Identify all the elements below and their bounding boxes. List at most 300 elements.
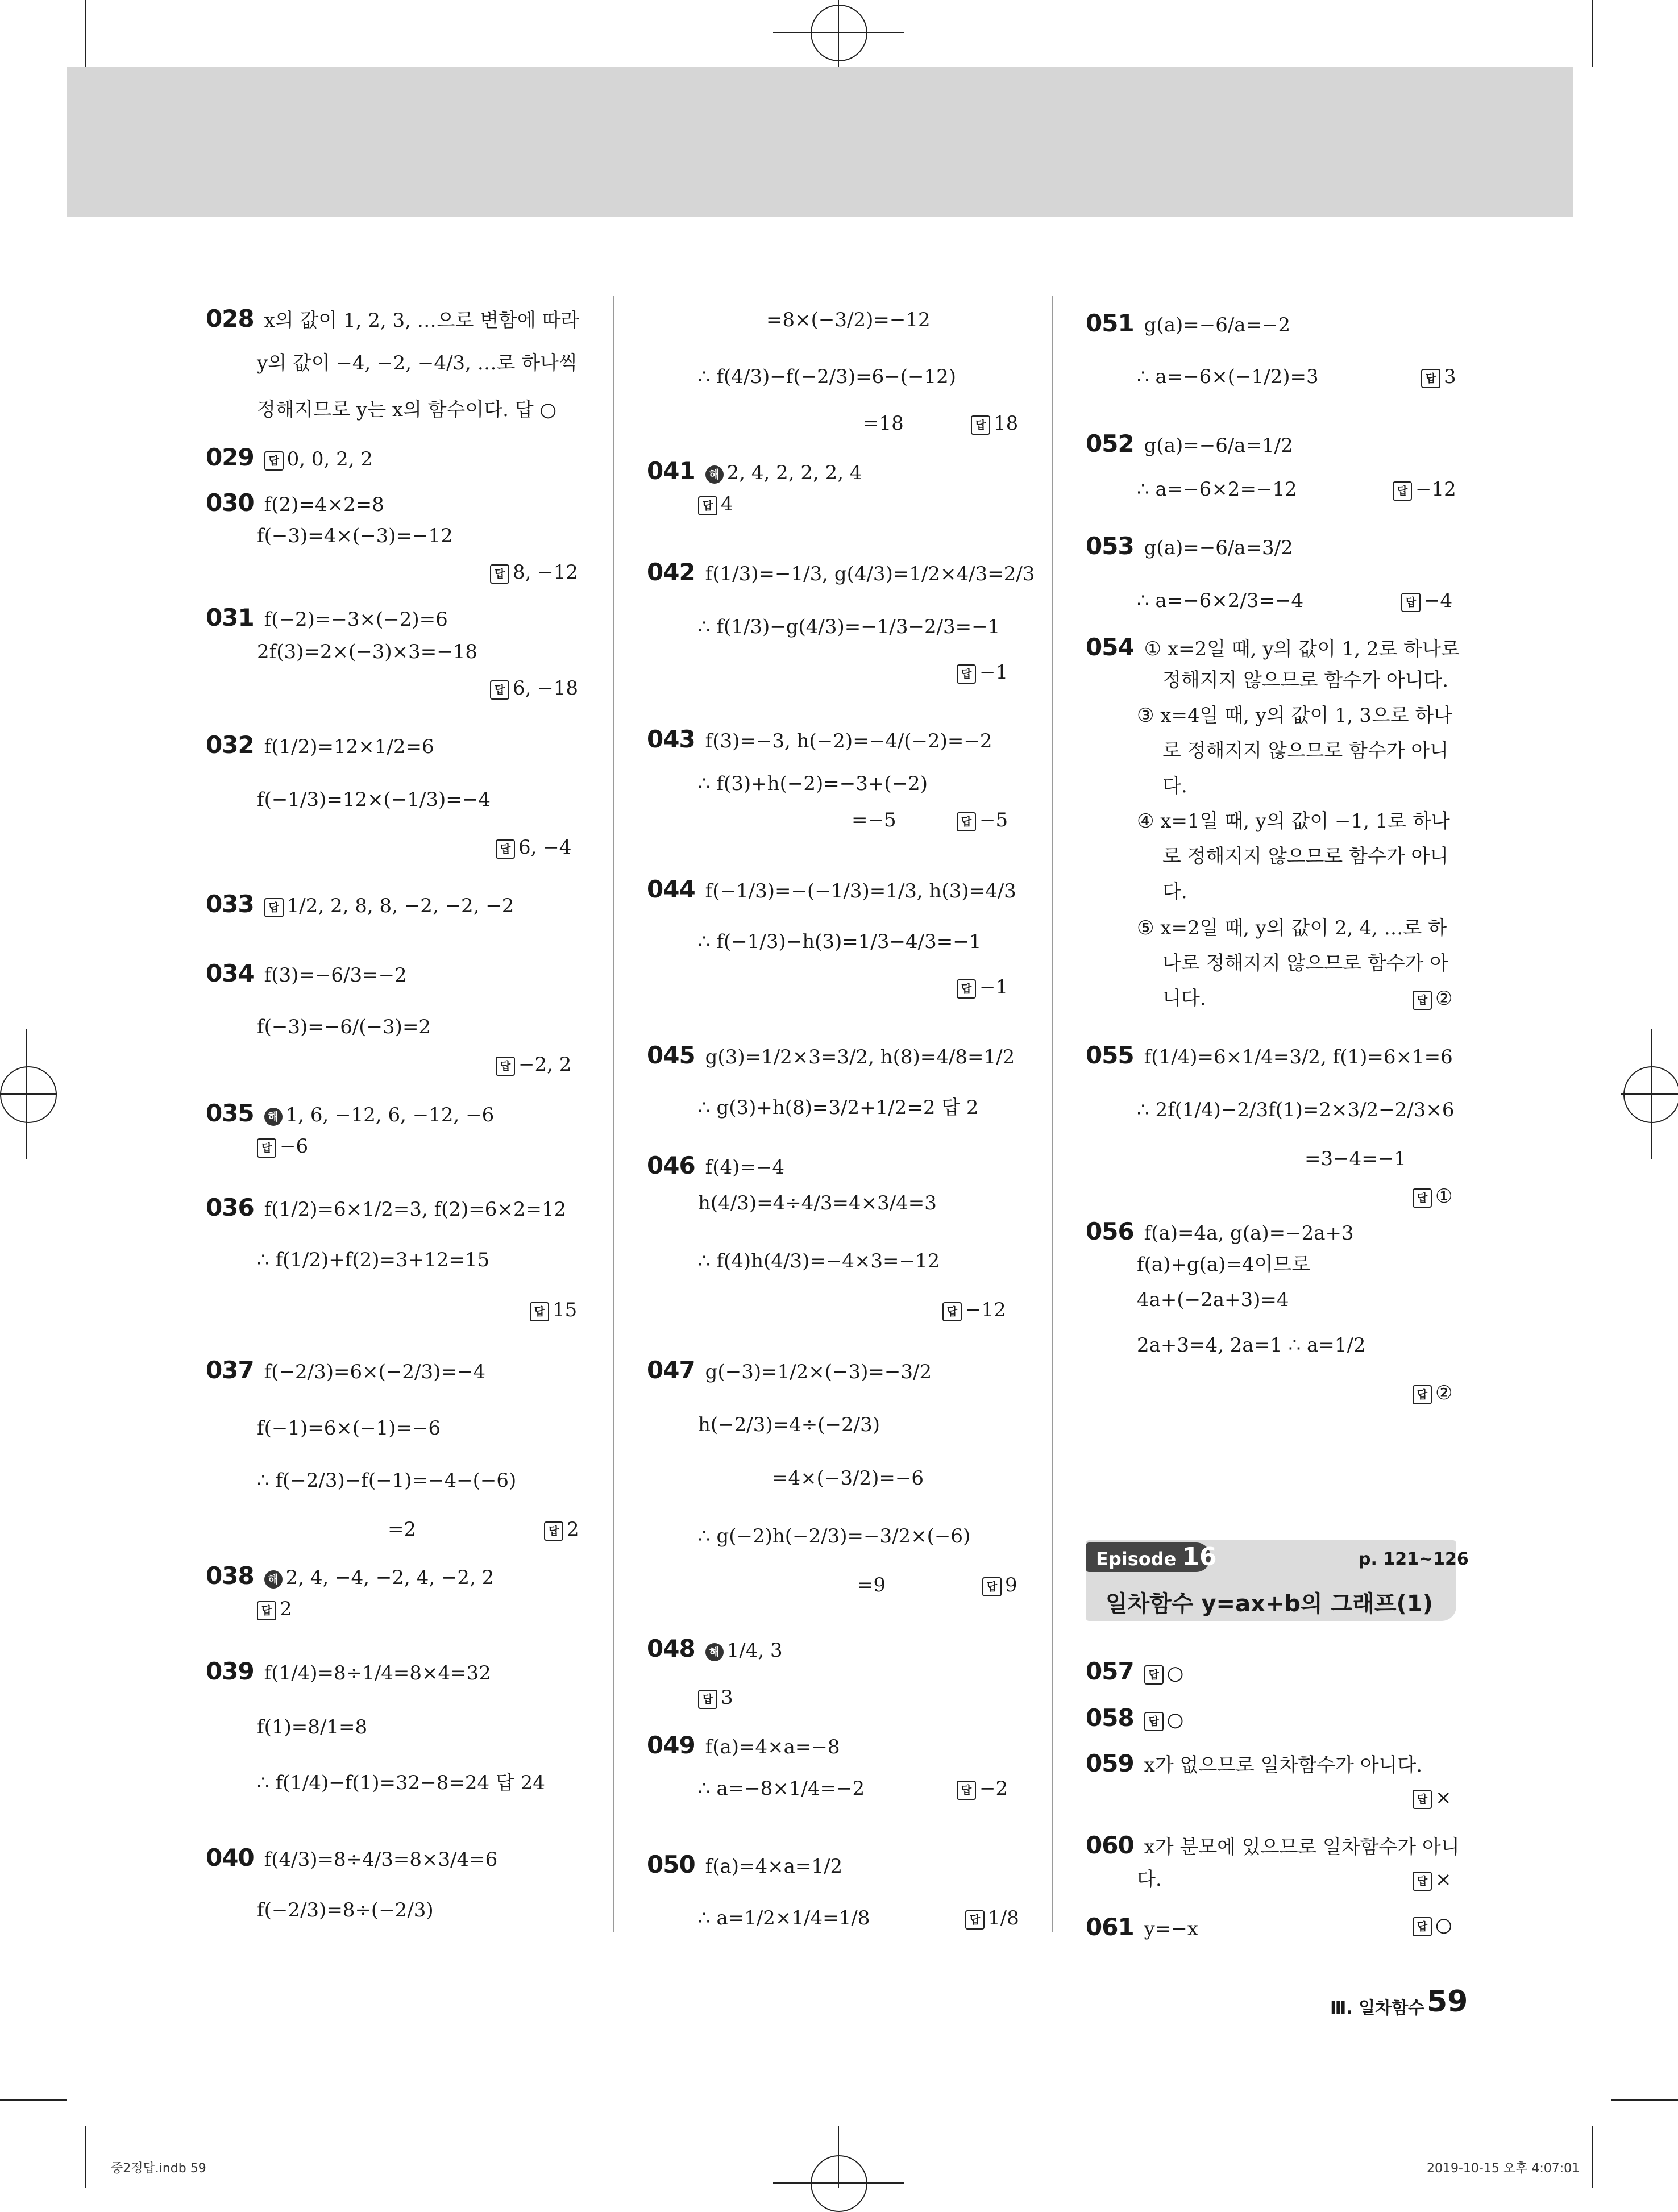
answer-line xyxy=(206,1846,497,1870)
answer-line xyxy=(1413,1383,1452,1404)
answer-text: −1 xyxy=(979,661,1008,684)
answer-mark-icon: 답 xyxy=(496,839,515,859)
answer-line xyxy=(698,932,981,951)
answer-line xyxy=(388,1520,416,1539)
answer-text: 2f(3)=2×(−3)×3=−18 xyxy=(257,641,477,663)
answer-text: f(1/4)=8÷1/4=8×4=32 xyxy=(264,1662,491,1685)
print-mark-file: 중2정답.indb 59 xyxy=(111,2161,206,2176)
answer-line xyxy=(857,1575,886,1595)
answer-text: g(a)=−6/a=−2 xyxy=(1144,314,1291,336)
answer-text: f(a)+g(a)=4이므로 xyxy=(1137,1253,1311,1276)
footer-section: Ⅲ. 일차함수 xyxy=(1330,1998,1425,2018)
answer-line xyxy=(206,733,434,757)
problem-number: 035 xyxy=(206,1099,254,1127)
answer-mark-icon: 답 xyxy=(1413,1385,1432,1404)
answer-text: ∴ f(1/4)−f(1)=32−8=24 답 24 xyxy=(257,1772,545,1794)
answer-text: ③ x=4일 때, y의 값이 1, 3으로 하나 xyxy=(1137,704,1453,727)
answer-text: f(−2/3)=6×(−2/3)=−4 xyxy=(264,1361,485,1383)
answer-line xyxy=(965,1909,1019,1930)
problem-number: 039 xyxy=(206,1657,254,1685)
answer-text: g(3)=1/2×3=3/2, h(8)=4/8=1/2 xyxy=(705,1046,1015,1068)
answer-text: ⑤ x=2일 때, y의 값이 2, 4, …로 하 xyxy=(1137,917,1447,939)
answer-mark-icon: 답 xyxy=(1413,1790,1432,1809)
problem-number: 048 xyxy=(647,1635,695,1662)
episode-number: 16 xyxy=(1182,1542,1217,1571)
answer-line xyxy=(698,1779,865,1798)
answer-line xyxy=(257,1599,292,1620)
answer-text: 0, 0, 2, 2 xyxy=(286,448,373,471)
answer-text: =9 xyxy=(857,1574,886,1596)
problem-number: 050 xyxy=(647,1851,695,1878)
answer-mark-icon: 답 xyxy=(1393,481,1412,501)
answer-line xyxy=(1086,1657,1184,1685)
answer-text: =4×(−3/2)=−6 xyxy=(772,1467,924,1490)
answer-text: =8×(−3/2)=−12 xyxy=(766,309,931,331)
answer-line xyxy=(1137,1255,1310,1274)
answer-line xyxy=(1421,367,1456,388)
answer-text: 8, −12 xyxy=(513,561,578,584)
answer-text: =18 xyxy=(863,412,904,435)
problem-number: 040 xyxy=(206,1844,254,1872)
print-mark-timestamp: 2019-10-15 오후 4:07:01 xyxy=(1427,2161,1580,2176)
answer-text: f(−2/3)=8÷(−2/3) xyxy=(257,1899,434,1922)
answer-line xyxy=(772,1469,924,1488)
answer-line xyxy=(647,1637,783,1661)
answer-line xyxy=(1137,367,1319,386)
answer-line xyxy=(1086,1043,1453,1067)
answer-line xyxy=(1162,671,1448,690)
answer-mark-icon: 답 xyxy=(957,664,976,684)
answer-line xyxy=(1137,1100,1455,1120)
answer-line xyxy=(647,1358,932,1382)
answer-mark-icon: 답 xyxy=(1401,593,1421,612)
answer-text: f(4/3)=8÷4/3=8×3/4=6 xyxy=(264,1848,498,1871)
answer-text: 2, 4, −4, −2, 4, −2, 2 xyxy=(285,1566,495,1589)
answer-text: −5 xyxy=(979,809,1008,831)
answer-mark-icon: 답 xyxy=(971,415,990,435)
problem-number: 041 xyxy=(647,457,695,485)
answer-line xyxy=(1086,1217,1354,1245)
answer-line xyxy=(257,790,491,809)
answer-text: 로 정해지지 않으므로 함수가 아니 xyxy=(1162,739,1449,762)
answer-line xyxy=(957,1779,1008,1800)
answer-line xyxy=(257,1017,431,1037)
answer-line xyxy=(698,1194,937,1213)
answer-line xyxy=(257,1471,516,1490)
answer-line xyxy=(257,1773,545,1793)
answer-text: −2 xyxy=(979,1777,1008,1800)
answer-text: 정해지므로 y는 x의 함수이다. 답 ○ xyxy=(257,398,557,421)
answer-line xyxy=(1393,480,1456,501)
answer-line xyxy=(1137,1290,1289,1309)
problem-number: 059 xyxy=(1086,1749,1134,1777)
answer-mark-icon: 답 xyxy=(1413,991,1432,1010)
answer-line xyxy=(982,1575,1017,1596)
answer-mark-icon: 답 xyxy=(544,1521,563,1541)
answer-text: g(−3)=1/2×(−3)=−3/2 xyxy=(705,1361,932,1383)
answer-line xyxy=(206,491,384,515)
answer-line xyxy=(1086,1833,1460,1857)
answer-line xyxy=(206,307,579,331)
answer-line xyxy=(1137,480,1297,499)
answer-line xyxy=(1162,989,1206,1008)
answer-line xyxy=(1086,1915,1198,1939)
answer-text: ∴ 2f(1/4)−2/3f(1)=2×3/2−2/3×6 xyxy=(1137,1099,1455,1121)
answer-text: ∴ f(−2/3)−f(−1)=−4−(−6) xyxy=(257,1469,517,1492)
answer-text: 2, 4, 2, 2, 2, 4 xyxy=(726,461,862,484)
solution-mark-icon: 해 xyxy=(264,1570,283,1589)
answer-text: 나로 정해지지 않으므로 함수가 아 xyxy=(1162,952,1449,975)
answer-line xyxy=(206,1358,485,1382)
answer-line xyxy=(647,727,992,751)
answer-text: f(a)=4×a=−8 xyxy=(705,1736,840,1758)
episode-title: 일차함수 y=ax+b의 그래프(1) xyxy=(1106,1591,1433,1617)
answer-text: f(1/2)=12×1/2=6 xyxy=(264,735,434,758)
answer-line xyxy=(1086,1749,1423,1777)
episode-tag: Episode 16 xyxy=(1086,1542,1211,1572)
problem-number: 044 xyxy=(647,875,695,903)
answer-mark-icon: 답 xyxy=(698,1690,717,1709)
answer-text: h(−2/3)=4÷(−2/3) xyxy=(698,1413,880,1436)
answer-line xyxy=(206,443,373,471)
answer-line xyxy=(206,892,514,917)
problem-number: 057 xyxy=(1086,1657,1134,1685)
problem-number: 033 xyxy=(206,890,254,918)
answer-text: =2 xyxy=(388,1518,417,1541)
answer-mark-icon: 답 xyxy=(942,1302,962,1321)
answer-text: −4 xyxy=(1424,589,1453,612)
answer-line xyxy=(1413,1870,1452,1891)
answer-line xyxy=(698,1098,979,1117)
answer-text: 2a+3=4, 2a=1 ∴ a=1/2 xyxy=(1137,1334,1366,1357)
answer-line xyxy=(1305,1149,1406,1169)
answer-line xyxy=(257,642,477,662)
answer-line xyxy=(257,1137,308,1158)
answer-text: f(−2)=−3×(−2)=6 xyxy=(264,608,448,631)
problem-number: 055 xyxy=(1086,1041,1134,1069)
answer-mark-icon: 답 xyxy=(257,1601,276,1620)
answer-text: 4a+(−2a+3)=4 xyxy=(1137,1288,1289,1311)
answer-line xyxy=(1137,1336,1366,1355)
answer-line xyxy=(257,354,578,373)
answer-line xyxy=(206,1564,494,1589)
answer-text: 4 xyxy=(721,493,733,515)
answer-line xyxy=(1162,882,1187,901)
answer-line xyxy=(698,1688,733,1709)
answer-line xyxy=(1137,591,1303,610)
answer-line xyxy=(490,679,578,700)
answer-line xyxy=(1413,989,1452,1010)
answer-line xyxy=(698,617,1000,637)
answer-text: 다. xyxy=(1162,775,1187,797)
answer-text: 6, −18 xyxy=(513,677,578,700)
problem-number: 042 xyxy=(647,558,695,586)
answer-text: ∴ a=−6×2=−12 xyxy=(1137,478,1297,501)
answer-text: f(−3)=−6/(−3)=2 xyxy=(257,1016,431,1038)
answer-line xyxy=(957,810,1008,831)
answer-mark-icon: 답 xyxy=(1413,1917,1432,1936)
answer-mark-icon: 답 xyxy=(1144,1665,1164,1685)
answer-line xyxy=(1162,776,1187,796)
answer-line xyxy=(1137,918,1447,938)
answer-mark-icon: 답 xyxy=(264,451,284,471)
answer-text: ④ x=1일 때, y의 값이 −1, 1로 하나 xyxy=(1137,810,1450,833)
answer-text: y의 값이 −4, −2, −4/3, …로 하나씩 xyxy=(257,352,578,375)
answer-text: f(3)=−6/3=−2 xyxy=(264,964,407,987)
answer-text: −12 xyxy=(1415,478,1456,501)
answer-text: ② xyxy=(1435,1382,1453,1404)
answer-mark-icon: 답 xyxy=(496,1057,515,1076)
answer-line xyxy=(206,1196,566,1220)
answer-line xyxy=(1413,1187,1452,1208)
answer-text: h(4/3)=4÷4/3=4×3/4=3 xyxy=(698,1192,937,1215)
answer-text: ○ xyxy=(1435,1914,1452,1936)
answer-text: ∴ f(1/2)+f(2)=3+12=15 xyxy=(257,1249,490,1271)
header-band xyxy=(67,67,1573,217)
episode-pages: p. 121~126 xyxy=(1359,1549,1469,1569)
answer-text: f(3)=−3, h(−2)=−4/(−2)=−2 xyxy=(705,730,992,752)
column-divider xyxy=(1052,296,1053,1932)
answer-line xyxy=(698,367,956,386)
crop-mark xyxy=(1592,2126,1593,2188)
answer-text: ∴ f(1/3)−g(4/3)=−1/3−2/3=−1 xyxy=(698,616,1000,638)
answer-text: f(1/3)=−1/3, g(4/3)=1/2×4/3=2/3 xyxy=(705,563,1035,585)
answer-text: 로 정해지지 않으므로 함수가 아니 xyxy=(1162,845,1449,868)
answer-line xyxy=(647,1043,1015,1067)
answer-text: 6, −4 xyxy=(518,836,572,859)
answer-line xyxy=(698,1527,970,1546)
answer-line xyxy=(698,1909,870,1928)
answer-line xyxy=(1086,432,1293,456)
answer-line xyxy=(257,400,556,419)
answer-text: f(−1/3)=−(−1/3)=1/3, h(3)=4/3 xyxy=(705,880,1016,903)
registration-mark xyxy=(811,2155,867,2212)
answer-text: ○ xyxy=(1166,1708,1184,1731)
answer-mark-icon: 답 xyxy=(698,496,717,515)
answer-line xyxy=(257,1250,489,1270)
answer-text: ∴ f(4/3)−f(−2/3)=6−(−12) xyxy=(698,365,956,388)
crop-mark xyxy=(85,0,86,67)
answer-text: ○ xyxy=(1166,1662,1184,1685)
problem-number: 045 xyxy=(647,1041,695,1069)
answer-line xyxy=(206,606,448,630)
answer-mark-icon: 답 xyxy=(957,979,976,999)
answer-line xyxy=(544,1520,579,1541)
answer-text: =−5 xyxy=(852,809,896,831)
answer-text: f(1/2)=6×1/2=3, f(2)=6×2=12 xyxy=(264,1198,567,1221)
answer-text: 2 xyxy=(280,1598,292,1620)
answer-text: ① x=2일 때, y의 값이 1, 2로 하나로 xyxy=(1144,638,1460,660)
answer-mark-icon: 답 xyxy=(490,680,509,700)
registration-mark xyxy=(811,5,867,61)
answer-text: x가 없으므로 일차함수가 아니다. xyxy=(1144,1754,1423,1777)
answer-mark-icon: 답 xyxy=(257,1138,276,1158)
answer-text: f(−3)=4×(−3)=−12 xyxy=(257,525,453,547)
answer-mark-icon: 답 xyxy=(957,812,976,831)
problem-number: 052 xyxy=(1086,430,1134,458)
answer-line xyxy=(647,1151,785,1179)
answer-text: f(a)=4×a=1/2 xyxy=(705,1855,843,1878)
answer-text: x가 분모에 있으므로 일차함수가 아니 xyxy=(1144,1836,1460,1858)
answer-text: 1, 6, −12, 6, −12, −6 xyxy=(285,1104,495,1126)
answer-text: y=−x xyxy=(1144,1918,1199,1940)
answer-text: g(a)=−6/a=3/2 xyxy=(1144,537,1293,559)
answer-line xyxy=(257,1419,441,1438)
answer-line xyxy=(257,1901,434,1920)
solution-mark-icon: 해 xyxy=(705,1643,724,1661)
answer-text: 정해지지 않으므로 함수가 아니다. xyxy=(1162,669,1449,692)
answer-mark-icon: 답 xyxy=(1413,1872,1432,1891)
answer-text: −12 xyxy=(965,1299,1006,1321)
answer-mark-icon: 답 xyxy=(1413,1188,1432,1208)
answer-text: f(2)=4×2=8 xyxy=(264,493,384,516)
answer-line xyxy=(1162,954,1448,973)
answer-text: f(−1/3)=12×(−1/3)=−4 xyxy=(257,788,491,811)
problem-number: 030 xyxy=(206,489,254,517)
answer-text: 9 xyxy=(1005,1574,1017,1596)
answer-text: f(1/4)=6×1/4=3/2, f(1)=6×1=6 xyxy=(1144,1046,1453,1068)
crop-mark xyxy=(1611,2099,1678,2101)
answer-line xyxy=(257,526,453,546)
solution-mark-icon: 해 xyxy=(264,1108,283,1126)
answer-line xyxy=(1413,1915,1452,1936)
answer-line xyxy=(698,774,928,793)
problem-number: 047 xyxy=(647,1356,695,1384)
answer-mark-icon: 답 xyxy=(982,1577,1002,1596)
problem-number: 037 xyxy=(206,1356,254,1384)
answer-text: × xyxy=(1435,1868,1452,1891)
answer-line xyxy=(1086,311,1290,335)
answer-text: ∴ a=−6×(−1/2)=3 xyxy=(1137,365,1319,388)
answer-text: f(a)=4a, g(a)=−2a+3 xyxy=(1144,1222,1354,1245)
answer-mark-icon: 답 xyxy=(1421,369,1440,388)
answer-mark-icon: 답 xyxy=(490,564,509,584)
answer-text: x의 값이 1, 2, 3, …으로 변함에 따라 xyxy=(264,309,580,332)
answer-text: f(−1)=6×(−1)=−6 xyxy=(257,1417,441,1440)
answer-text: 2 xyxy=(567,1518,579,1541)
crop-mark xyxy=(1592,0,1593,67)
problem-number: 031 xyxy=(206,604,254,631)
answer-text: −1 xyxy=(979,976,1008,999)
problem-number: 054 xyxy=(1086,633,1134,661)
answer-line xyxy=(496,1055,571,1076)
answer-line xyxy=(863,414,904,433)
answer-text: 니다. xyxy=(1162,987,1206,1010)
answer-text: −6 xyxy=(280,1135,309,1158)
answer-line xyxy=(530,1300,577,1321)
answer-line xyxy=(647,875,1016,903)
answer-line xyxy=(698,494,733,515)
answer-line xyxy=(1401,591,1452,612)
solution-mark-icon: 해 xyxy=(705,465,724,484)
answer-text: × xyxy=(1435,1786,1452,1809)
answer-text: 다. xyxy=(1137,1868,1162,1891)
answer-line xyxy=(647,1733,840,1757)
answer-mark-icon: 답 xyxy=(957,1781,976,1800)
problem-number: 060 xyxy=(1086,1831,1134,1859)
answer-text: 1/4, 3 xyxy=(726,1639,783,1662)
answer-line xyxy=(206,1657,491,1685)
answer-text: ∴ g(3)+h(8)=3/2+1/2=2 답 2 xyxy=(698,1096,979,1119)
answer-text: 18 xyxy=(994,412,1019,435)
answer-text: ② xyxy=(1435,987,1453,1010)
answer-line xyxy=(1162,847,1448,866)
problem-number: 036 xyxy=(206,1194,254,1221)
column-divider xyxy=(613,296,614,1932)
answer-line xyxy=(957,663,1008,684)
answer-text: ∴ f(4)h(4/3)=−4×3=−12 xyxy=(698,1250,940,1273)
answer-line xyxy=(490,563,578,584)
problem-number: 028 xyxy=(206,305,254,332)
answer-line xyxy=(698,1415,880,1435)
answer-line xyxy=(1137,706,1452,725)
answer-text: ① xyxy=(1435,1185,1453,1208)
answer-text: 1/2, 2, 8, 8, −2, −2, −2 xyxy=(286,895,514,917)
answer-line xyxy=(1086,635,1460,659)
answer-line xyxy=(647,1853,842,1877)
answer-line xyxy=(1086,1706,1183,1731)
problem-number: 058 xyxy=(1086,1704,1134,1732)
problem-number: 032 xyxy=(206,731,254,759)
answer-text: ∴ g(−2)h(−2/3)=−3/2×(−6) xyxy=(698,1525,971,1548)
answer-line xyxy=(698,1251,940,1271)
crop-mark xyxy=(0,2099,67,2101)
answer-line xyxy=(1137,1870,1162,1889)
registration-mark xyxy=(1623,1066,1678,1123)
problem-number: 056 xyxy=(1086,1217,1134,1245)
answer-line xyxy=(1137,812,1450,831)
answer-text: 1/8 xyxy=(988,1907,1019,1930)
answer-line xyxy=(1086,534,1293,558)
problem-number: 043 xyxy=(647,725,695,753)
crop-mark xyxy=(85,2126,86,2188)
answer-line xyxy=(766,310,931,330)
answer-text: g(a)=−6/a=1/2 xyxy=(1144,434,1293,457)
problem-number: 053 xyxy=(1086,532,1134,560)
answer-line xyxy=(206,959,407,987)
answer-text: ∴ a=−8×1/4=−2 xyxy=(698,1777,865,1800)
answer-line xyxy=(957,978,1008,999)
problem-number: 046 xyxy=(647,1151,695,1179)
page-number: 59 xyxy=(1427,1985,1468,2019)
answer-line xyxy=(257,1718,367,1737)
answer-mark-icon: 답 xyxy=(1144,1712,1164,1731)
answer-text: ∴ f(−1/3)−h(3)=1/3−4/3=−1 xyxy=(698,930,982,953)
answer-text: 15 xyxy=(553,1299,578,1321)
answer-mark-icon: 답 xyxy=(264,898,284,917)
answer-text: f(1)=8/1=8 xyxy=(257,1716,368,1739)
answer-mark-icon: 답 xyxy=(530,1302,549,1321)
problem-number: 051 xyxy=(1086,309,1134,337)
answer-text: ∴ a=−6×2/3=−4 xyxy=(1137,589,1304,612)
answer-line xyxy=(852,810,896,830)
answer-text: ∴ a=1/2×1/4=1/8 xyxy=(698,1907,870,1930)
problem-number: 049 xyxy=(647,1731,695,1759)
problem-number: 061 xyxy=(1086,1913,1134,1941)
answer-line xyxy=(971,414,1018,435)
problem-number: 029 xyxy=(206,443,254,471)
answer-line xyxy=(1162,741,1448,760)
answer-text: 3 xyxy=(721,1686,733,1709)
answer-text: ∴ f(3)+h(−2)=−3+(−2) xyxy=(698,772,928,795)
problem-number: 038 xyxy=(206,1562,254,1590)
answer-line xyxy=(496,838,571,859)
answer-line xyxy=(1413,1788,1452,1809)
answer-text: =3−4=−1 xyxy=(1305,1147,1406,1170)
answer-line xyxy=(647,459,862,484)
answer-text: 3 xyxy=(1444,365,1456,388)
registration-mark xyxy=(0,1066,57,1123)
